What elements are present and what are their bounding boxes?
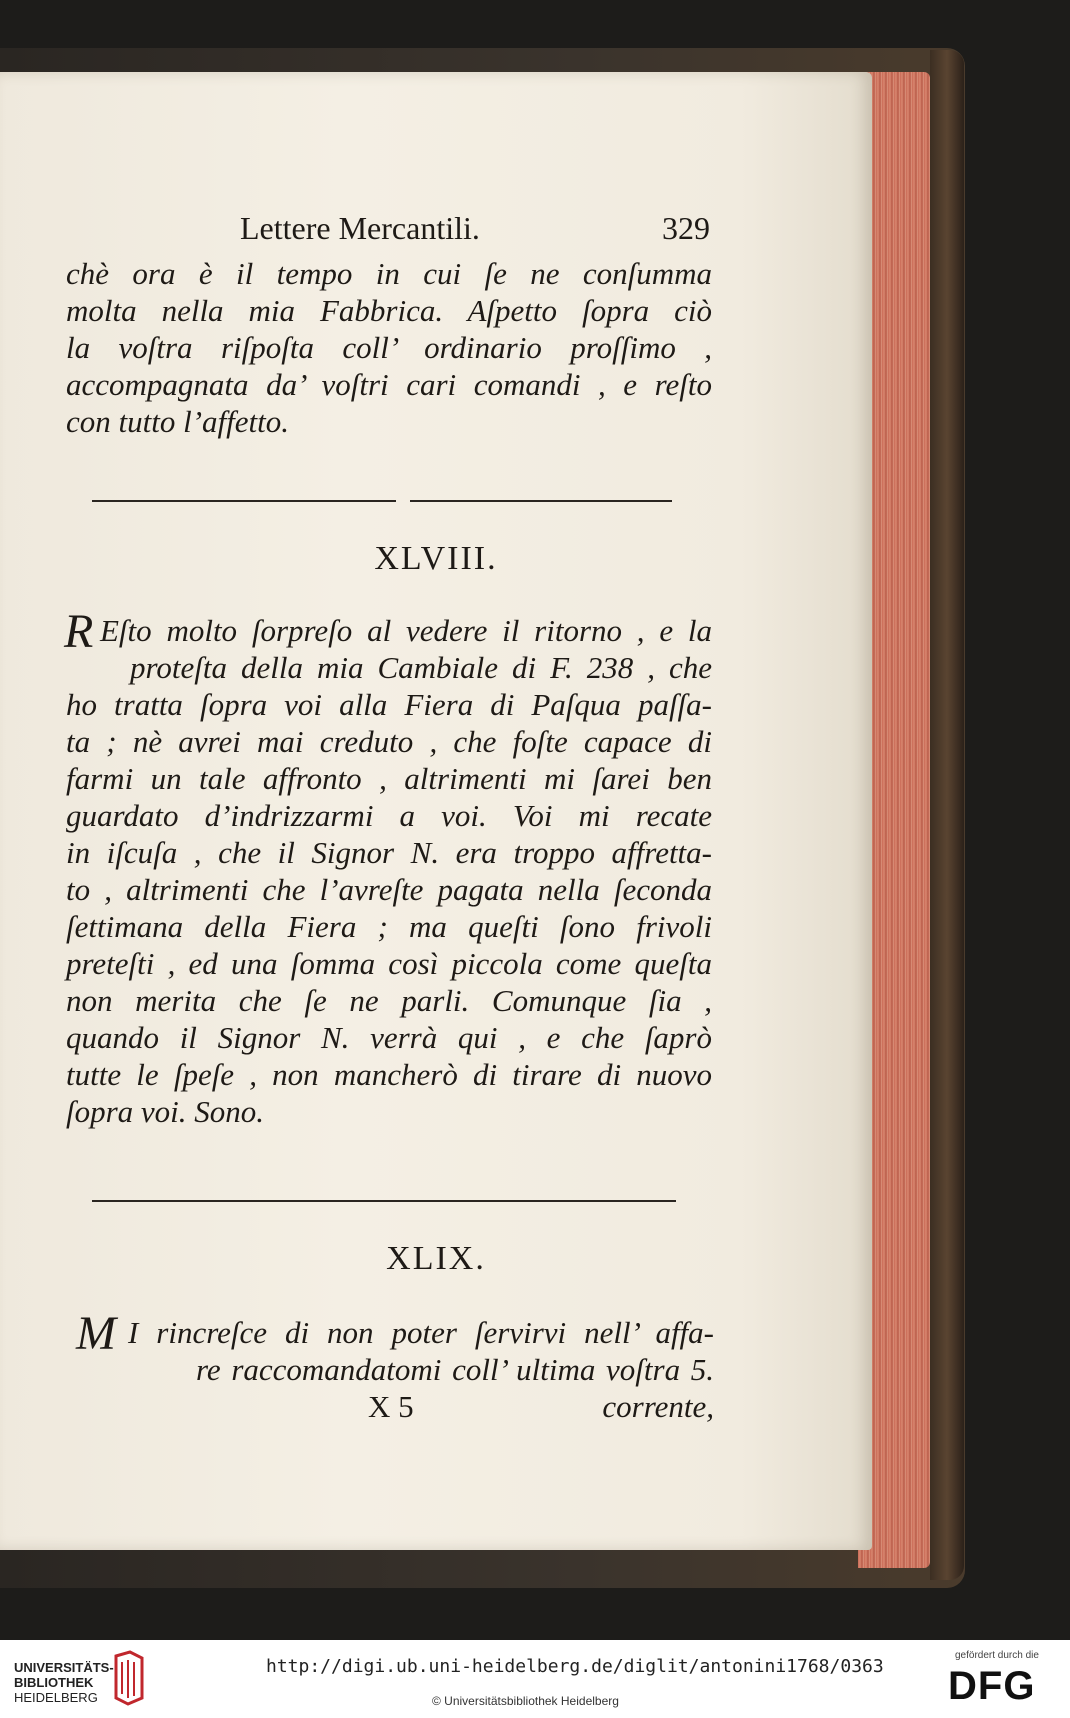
letter-49-first-line [128,1314,714,1351]
text-line: accompagnata da’ voſtri cari comandi , e reſto [66,367,712,402]
letter-heading-48: XLVIII. [374,540,498,577]
text-line: proteſta della mia Cambiale di F. 238 , che [130,650,712,685]
text-line: ſettimana della Fiera ; ma queſti ſono frivoli [66,909,712,944]
letter-heading-49: XLIX. [386,1240,486,1277]
library-line-2: BIBLIOTHEK [14,1675,94,1690]
separator-rule-right [410,500,672,502]
text-line: chè ora è il tempo in cui ſe ne conſumma [66,256,712,291]
text-line: ſopra voi. Sono. [66,1094,265,1129]
text-line: I rincreſce di non poter ſervirvi nell’ affa- [128,1315,714,1350]
running-header [240,210,710,250]
text-line: ho tratta ſopra voi alla Fiera di Paſqua paſſa- [66,687,712,722]
text-line: Eſto molto ſorpreſo al vedere il ritorno , e la [100,613,712,648]
text-line: to , altrimenti che l’avreſte pagata nella ſeconda [66,872,712,907]
letter-49-second-line [196,1351,714,1388]
drop-cap-m: M [76,1307,116,1360]
text-line: farmi un tale affronto , altrimenti mi ſarei ben [66,761,712,796]
text-line: molta nella mia Fabbrica. Aſpetto ſopra ciò [66,293,712,328]
text-line: ta ; nè avrei mai creduto , che foſte capace di [66,724,712,759]
library-logo-text [14,1660,114,1705]
signature-text: X 5 [368,1389,414,1424]
catchword [588,1388,714,1425]
letter-48-first-line [100,612,712,649]
text-line: tutte le ſpeſe , non mancherò di tirare di nuovo [66,1057,712,1092]
cover-edge [930,50,964,1580]
separator-rule-left [92,500,396,502]
copyright-notice: © Universitätsbibliothek Heidelberg [432,1694,619,1708]
library-logo-icon [112,1650,146,1706]
catchword-text: corrente, [602,1389,714,1424]
dfg-logo: DFG [948,1664,1036,1708]
library-line-3: HEIDELBERG [14,1690,98,1705]
funder-note: gefördert durch die [955,1650,1039,1661]
text-line: con tutto l’affetto. [66,404,289,439]
text-line: preteſti , ed una ſomma così piccola come queſta [66,946,712,981]
drop-cap-r: R [64,605,94,658]
paragraph-continued [66,255,712,440]
letter-48-second-line [130,649,712,686]
text-line: la voſtra riſpoſta coll’ ordinario proſſimo , [66,330,712,365]
separator-rule [92,1200,676,1202]
text-line: in iſcuſa , che il Signor N. era troppo affretta- [66,835,712,870]
text-line: non merita che ſe ne parli. Comunque ſia , [66,983,712,1018]
running-head: Lettere Mercantili. [240,210,480,246]
library-line-1: UNIVERSITÄTS- [14,1660,114,1675]
signature-mark [368,1388,488,1425]
text-line: quando il Signor N. verrà qui , e che ſaprò [66,1020,712,1055]
permalink-url[interactable]: http://digi.ub.uni-heidelberg.de/diglit/antonini1768/0363 [266,1656,884,1677]
page-number: 329 [662,210,710,246]
text-line: guardato d’indrizzarmi a voi. Voi mi recate [66,798,712,833]
text-line: re raccomandatomi coll’ ultima voſtra 5. [196,1352,714,1387]
letter-48-body [66,686,712,1130]
